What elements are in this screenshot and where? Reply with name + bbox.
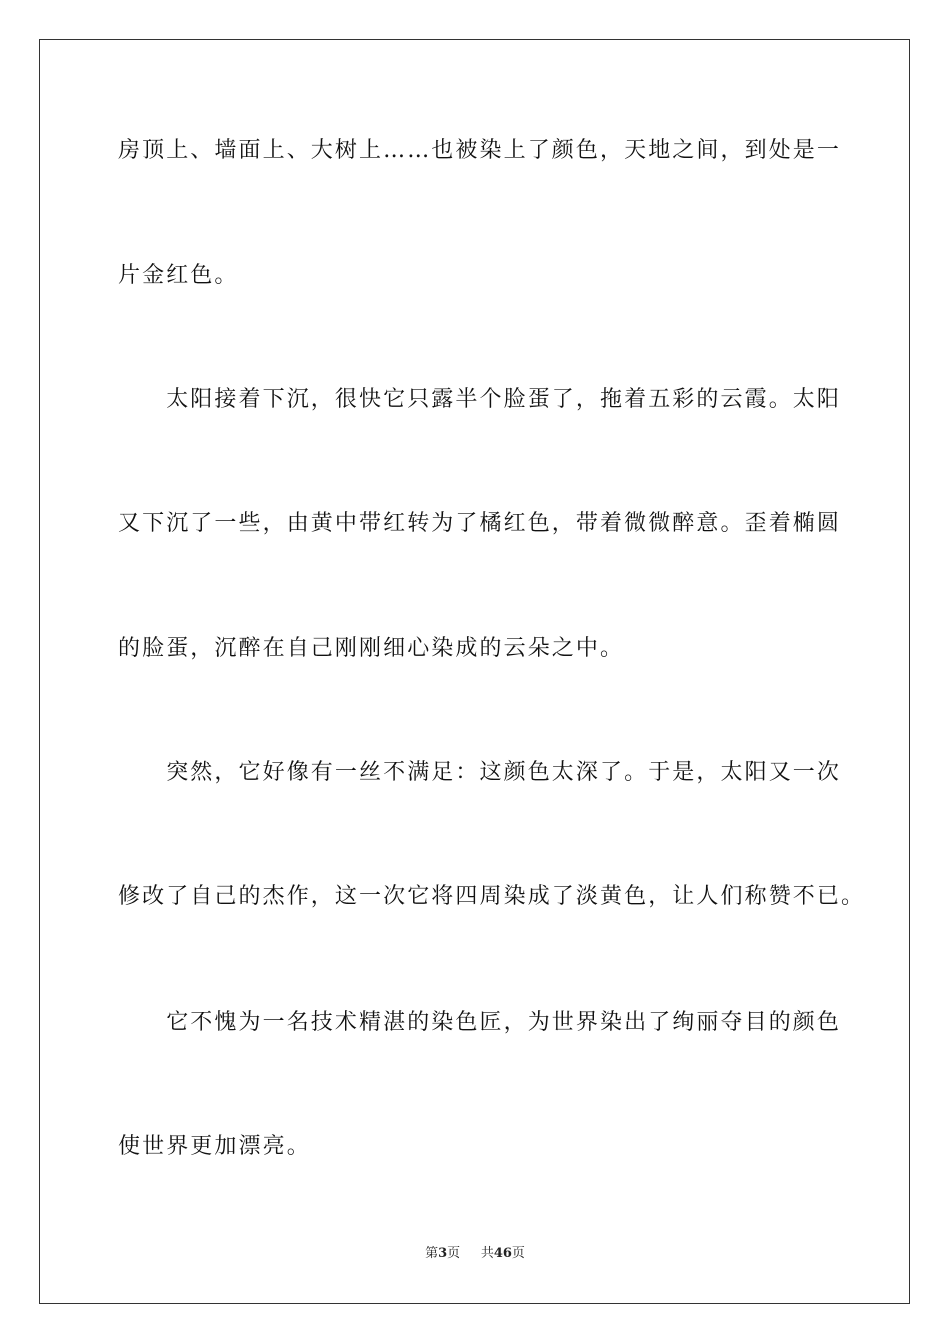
text-line: 修改了自己的杰作，这一次它将四周染成了淡黄色，让人们称赞不已。 <box>118 884 866 909</box>
text-line: 使世界更加漂亮。 <box>118 1134 311 1159</box>
text-line: 太阳接着下沉，很快它只露半个脸蛋了，拖着五彩的云霞。太阳 <box>118 387 842 412</box>
page-prefix: 第 <box>425 1246 439 1261</box>
text-line: 的脸蛋，沉醉在自己刚刚细心染成的云朵之中。 <box>118 636 625 661</box>
total-suffix: 页 <box>511 1246 525 1261</box>
text-line: 它不愧为一名技术精湛的染色匠，为世界染出了绚丽夺目的颜色 <box>118 1010 842 1035</box>
text-line: 突然，它好像有一丝不满足：这颜色太深了。于是，太阳又一次 <box>118 760 842 785</box>
page-footer <box>0 1245 950 1263</box>
page-border <box>39 39 910 1304</box>
text-line: 片金红色。 <box>118 263 239 288</box>
total-prefix: 共 <box>480 1246 494 1261</box>
text-line: 房顶上、墙面上、大树上……也被染上了颜色，天地之间，到处是一 <box>118 138 842 163</box>
page-number: 3 <box>438 1246 448 1261</box>
text-line: 又下沉了一些，由黄中带红转为了橘红色，带着微微醉意。歪着椭圆 <box>118 511 842 536</box>
page-suffix: 页 <box>447 1246 461 1261</box>
total-pages: 46 <box>493 1246 512 1261</box>
